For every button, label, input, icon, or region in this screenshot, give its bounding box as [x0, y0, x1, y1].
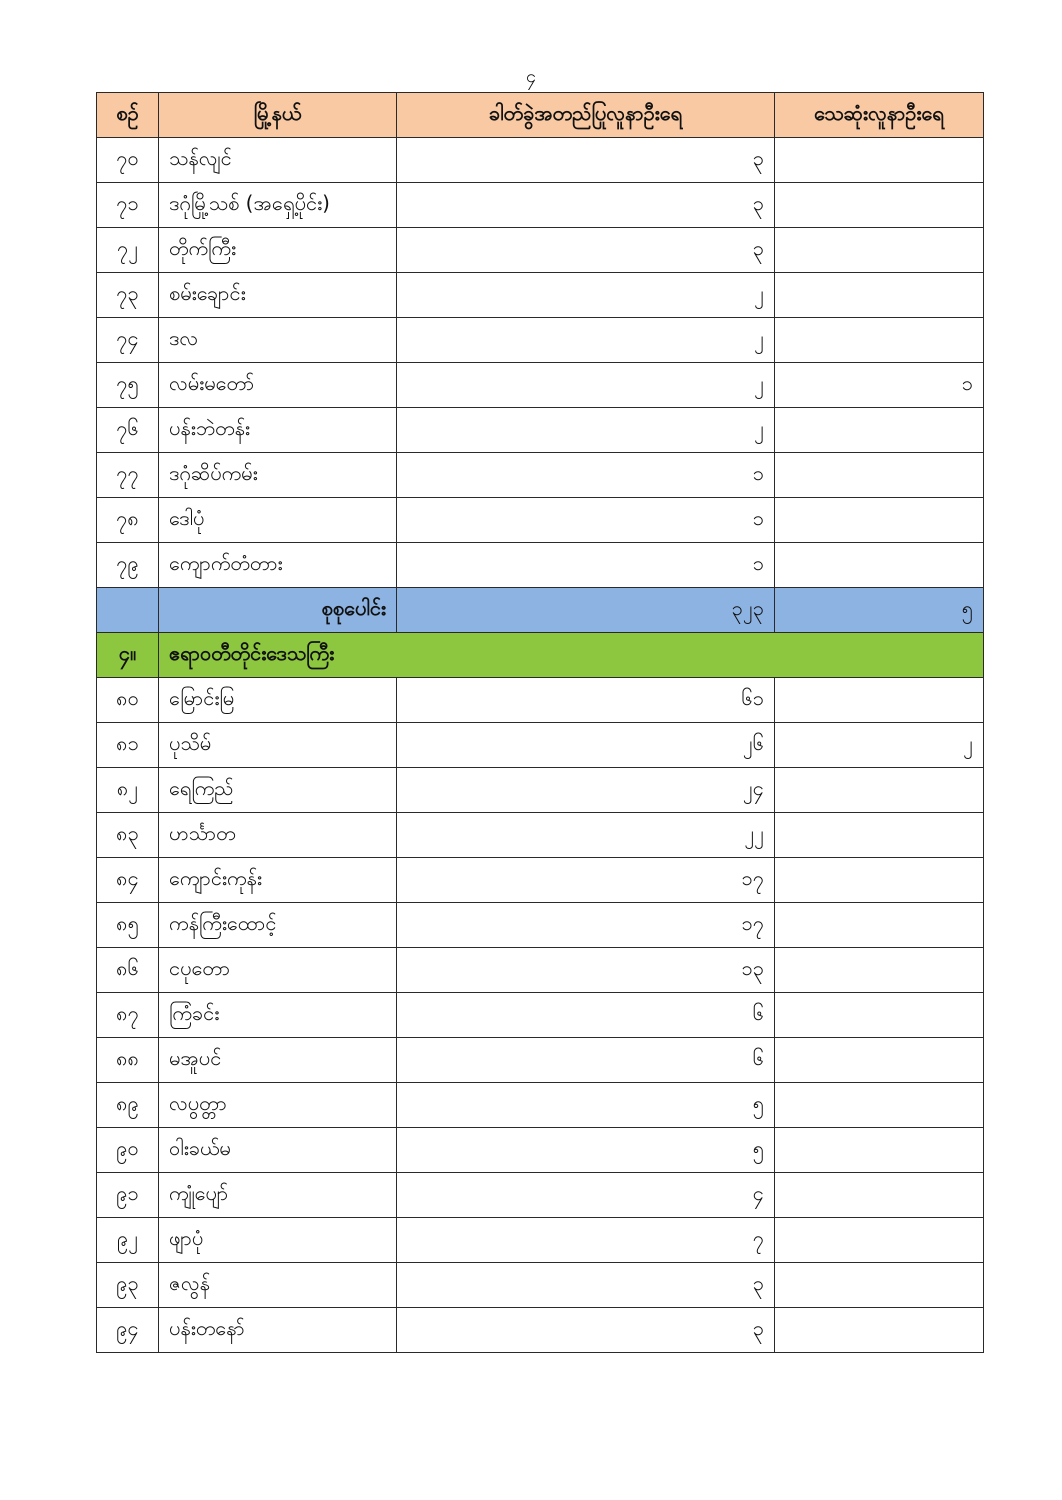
row-deaths	[775, 1083, 984, 1128]
row-serial: ၇၇	[97, 453, 159, 498]
table-row	[97, 858, 984, 903]
section-row	[97, 633, 984, 678]
total-section	[97, 588, 984, 678]
row-serial: ၈၂	[97, 768, 159, 813]
row-confirmed: ၅	[397, 1083, 775, 1128]
row-confirmed: ၂၆	[397, 723, 775, 768]
row-deaths	[775, 318, 984, 363]
row-deaths: ၂	[775, 723, 984, 768]
row-confirmed: ၃	[397, 1308, 775, 1353]
row-deaths	[775, 273, 984, 318]
row-township: ငပုတော	[159, 948, 397, 993]
table-row	[97, 768, 984, 813]
header-confirmed: ခါတ်ခွဲအတည်ပြုလူနာဦးရေ	[397, 93, 775, 138]
header-deaths: သေဆုံးလူနာဦးရေ	[775, 93, 984, 138]
row-deaths: ၁	[775, 363, 984, 408]
row-confirmed: ၆	[397, 1038, 775, 1083]
row-deaths	[775, 993, 984, 1038]
table-row	[97, 408, 984, 453]
row-confirmed: ၂	[397, 363, 775, 408]
table-row	[97, 228, 984, 273]
table-row	[97, 723, 984, 768]
row-deaths	[775, 948, 984, 993]
row-confirmed: ၃	[397, 228, 775, 273]
row-confirmed: ၂	[397, 408, 775, 453]
row-confirmed: ၁	[397, 498, 775, 543]
table-row	[97, 1128, 984, 1173]
row-confirmed: ၇	[397, 1218, 775, 1263]
total-confirmed: ၃၂၃	[397, 588, 775, 633]
row-serial: ၉၂	[97, 1218, 159, 1263]
row-serial: ၈၄	[97, 858, 159, 903]
row-serial: ၈၇	[97, 993, 159, 1038]
table-row	[97, 993, 984, 1038]
row-deaths	[775, 228, 984, 273]
table-row	[97, 363, 984, 408]
row-deaths	[775, 453, 984, 498]
rows-ayeyarwady	[97, 678, 984, 1353]
row-township: ဒေါပုံ	[159, 498, 397, 543]
total-serial	[97, 588, 159, 633]
row-deaths	[775, 408, 984, 453]
row-confirmed: ၁၇	[397, 858, 775, 903]
row-deaths	[775, 1173, 984, 1218]
row-township: ပုသိမ်	[159, 723, 397, 768]
row-serial: ၈၁	[97, 723, 159, 768]
row-deaths	[775, 1038, 984, 1083]
row-township: မြောင်းမြ	[159, 678, 397, 723]
header-serial: စဉ်	[97, 93, 159, 138]
row-township: ဖျာပုံ	[159, 1218, 397, 1263]
row-confirmed: ၁၃	[397, 948, 775, 993]
table-row	[97, 498, 984, 543]
section-number: ၄။	[97, 633, 159, 678]
row-serial: ၇၅	[97, 363, 159, 408]
row-confirmed: ၂၂	[397, 813, 775, 858]
row-confirmed: ၃	[397, 1263, 775, 1308]
row-serial: ၈၅	[97, 903, 159, 948]
row-confirmed: ၂	[397, 273, 775, 318]
total-label: စုစုပေါင်း	[159, 588, 397, 633]
table-row	[97, 543, 984, 588]
row-serial: ၇၉	[97, 543, 159, 588]
row-deaths	[775, 768, 984, 813]
row-township: ဒဂုံဆိပ်ကမ်း	[159, 453, 397, 498]
row-township: ဒလ	[159, 318, 397, 363]
row-serial: ၈၃	[97, 813, 159, 858]
row-confirmed: ၂	[397, 318, 775, 363]
row-confirmed: ၃	[397, 138, 775, 183]
table-row	[97, 1173, 984, 1218]
row-confirmed: ၁၇	[397, 903, 775, 948]
row-confirmed: ၁	[397, 543, 775, 588]
row-township: ကန်ကြီးထောင့်	[159, 903, 397, 948]
table-row	[97, 318, 984, 363]
row-township: စမ်းချောင်း	[159, 273, 397, 318]
row-serial: ၇၀	[97, 138, 159, 183]
row-township: လမ်းမတော်	[159, 363, 397, 408]
row-deaths	[775, 1308, 984, 1353]
row-deaths	[775, 498, 984, 543]
table-row	[97, 273, 984, 318]
table-row	[97, 813, 984, 858]
row-confirmed: ၅	[397, 1128, 775, 1173]
row-township: ပန်းဘဲတန်း	[159, 408, 397, 453]
row-serial: ၉၁	[97, 1173, 159, 1218]
row-confirmed: ၂၄	[397, 768, 775, 813]
table-row	[97, 1308, 984, 1353]
row-township: သန်လျင်	[159, 138, 397, 183]
row-township: ကျုံပျော်	[159, 1173, 397, 1218]
row-deaths	[775, 813, 984, 858]
row-deaths	[775, 903, 984, 948]
row-serial: ၈၀	[97, 678, 159, 723]
row-deaths	[775, 543, 984, 588]
total-row	[97, 588, 984, 633]
table-row	[97, 1263, 984, 1308]
row-township: ပန်းတနော်	[159, 1308, 397, 1353]
row-serial: ၈၆	[97, 948, 159, 993]
row-township: ကျောက်တံတား	[159, 543, 397, 588]
row-confirmed: ၆	[397, 993, 775, 1038]
page-number: ၄	[525, 66, 537, 87]
row-township: မအူပင်	[159, 1038, 397, 1083]
row-serial: ၇၃	[97, 273, 159, 318]
row-township: ရေကြည်	[159, 768, 397, 813]
header-township: မြို့နယ်	[159, 93, 397, 138]
table-row	[97, 948, 984, 993]
row-confirmed: ၄	[397, 1173, 775, 1218]
row-serial: ၈၈	[97, 1038, 159, 1083]
row-deaths	[775, 1128, 984, 1173]
table-row	[97, 1083, 984, 1128]
row-township: ဇလွန်	[159, 1263, 397, 1308]
row-serial: ၇၄	[97, 318, 159, 363]
table-row	[97, 453, 984, 498]
row-deaths	[775, 1218, 984, 1263]
row-township: ကျောင်းကုန်း	[159, 858, 397, 903]
rows-yangon	[97, 138, 984, 588]
row-township: တိုက်ကြီး	[159, 228, 397, 273]
table-row	[97, 183, 984, 228]
row-serial: ၉၄	[97, 1308, 159, 1353]
row-confirmed: ၆၁	[397, 678, 775, 723]
table-row	[97, 1038, 984, 1083]
row-confirmed: ၃	[397, 183, 775, 228]
cases-table	[96, 92, 984, 1353]
row-deaths	[775, 858, 984, 903]
row-serial: ၇၈	[97, 498, 159, 543]
table-row	[97, 1218, 984, 1263]
row-serial: ၉၀	[97, 1128, 159, 1173]
row-serial: ၇၂	[97, 228, 159, 273]
table-row	[97, 138, 984, 183]
row-serial: ၉၃	[97, 1263, 159, 1308]
row-deaths	[775, 138, 984, 183]
row-deaths	[775, 678, 984, 723]
table-row	[97, 678, 984, 723]
row-township: ကြံခင်း	[159, 993, 397, 1038]
row-deaths	[775, 183, 984, 228]
row-confirmed: ၁	[397, 453, 775, 498]
row-township: လပွတ္တာ	[159, 1083, 397, 1128]
row-township: ဟင်္သာတ	[159, 813, 397, 858]
total-deaths: ၅	[775, 588, 984, 633]
table-row	[97, 903, 984, 948]
section-name: ဧရာဝတီတိုင်းဒေသကြီး	[159, 633, 984, 678]
row-township: ဝါးခယ်မ	[159, 1128, 397, 1173]
row-serial: ၇၆	[97, 408, 159, 453]
header-row	[97, 93, 984, 138]
row-deaths	[775, 1263, 984, 1308]
row-serial: ၈၉	[97, 1083, 159, 1128]
row-township: ဒဂုံမြို့သစ် (အရှေ့ပိုင်း)	[159, 183, 397, 228]
row-serial: ၇၁	[97, 183, 159, 228]
